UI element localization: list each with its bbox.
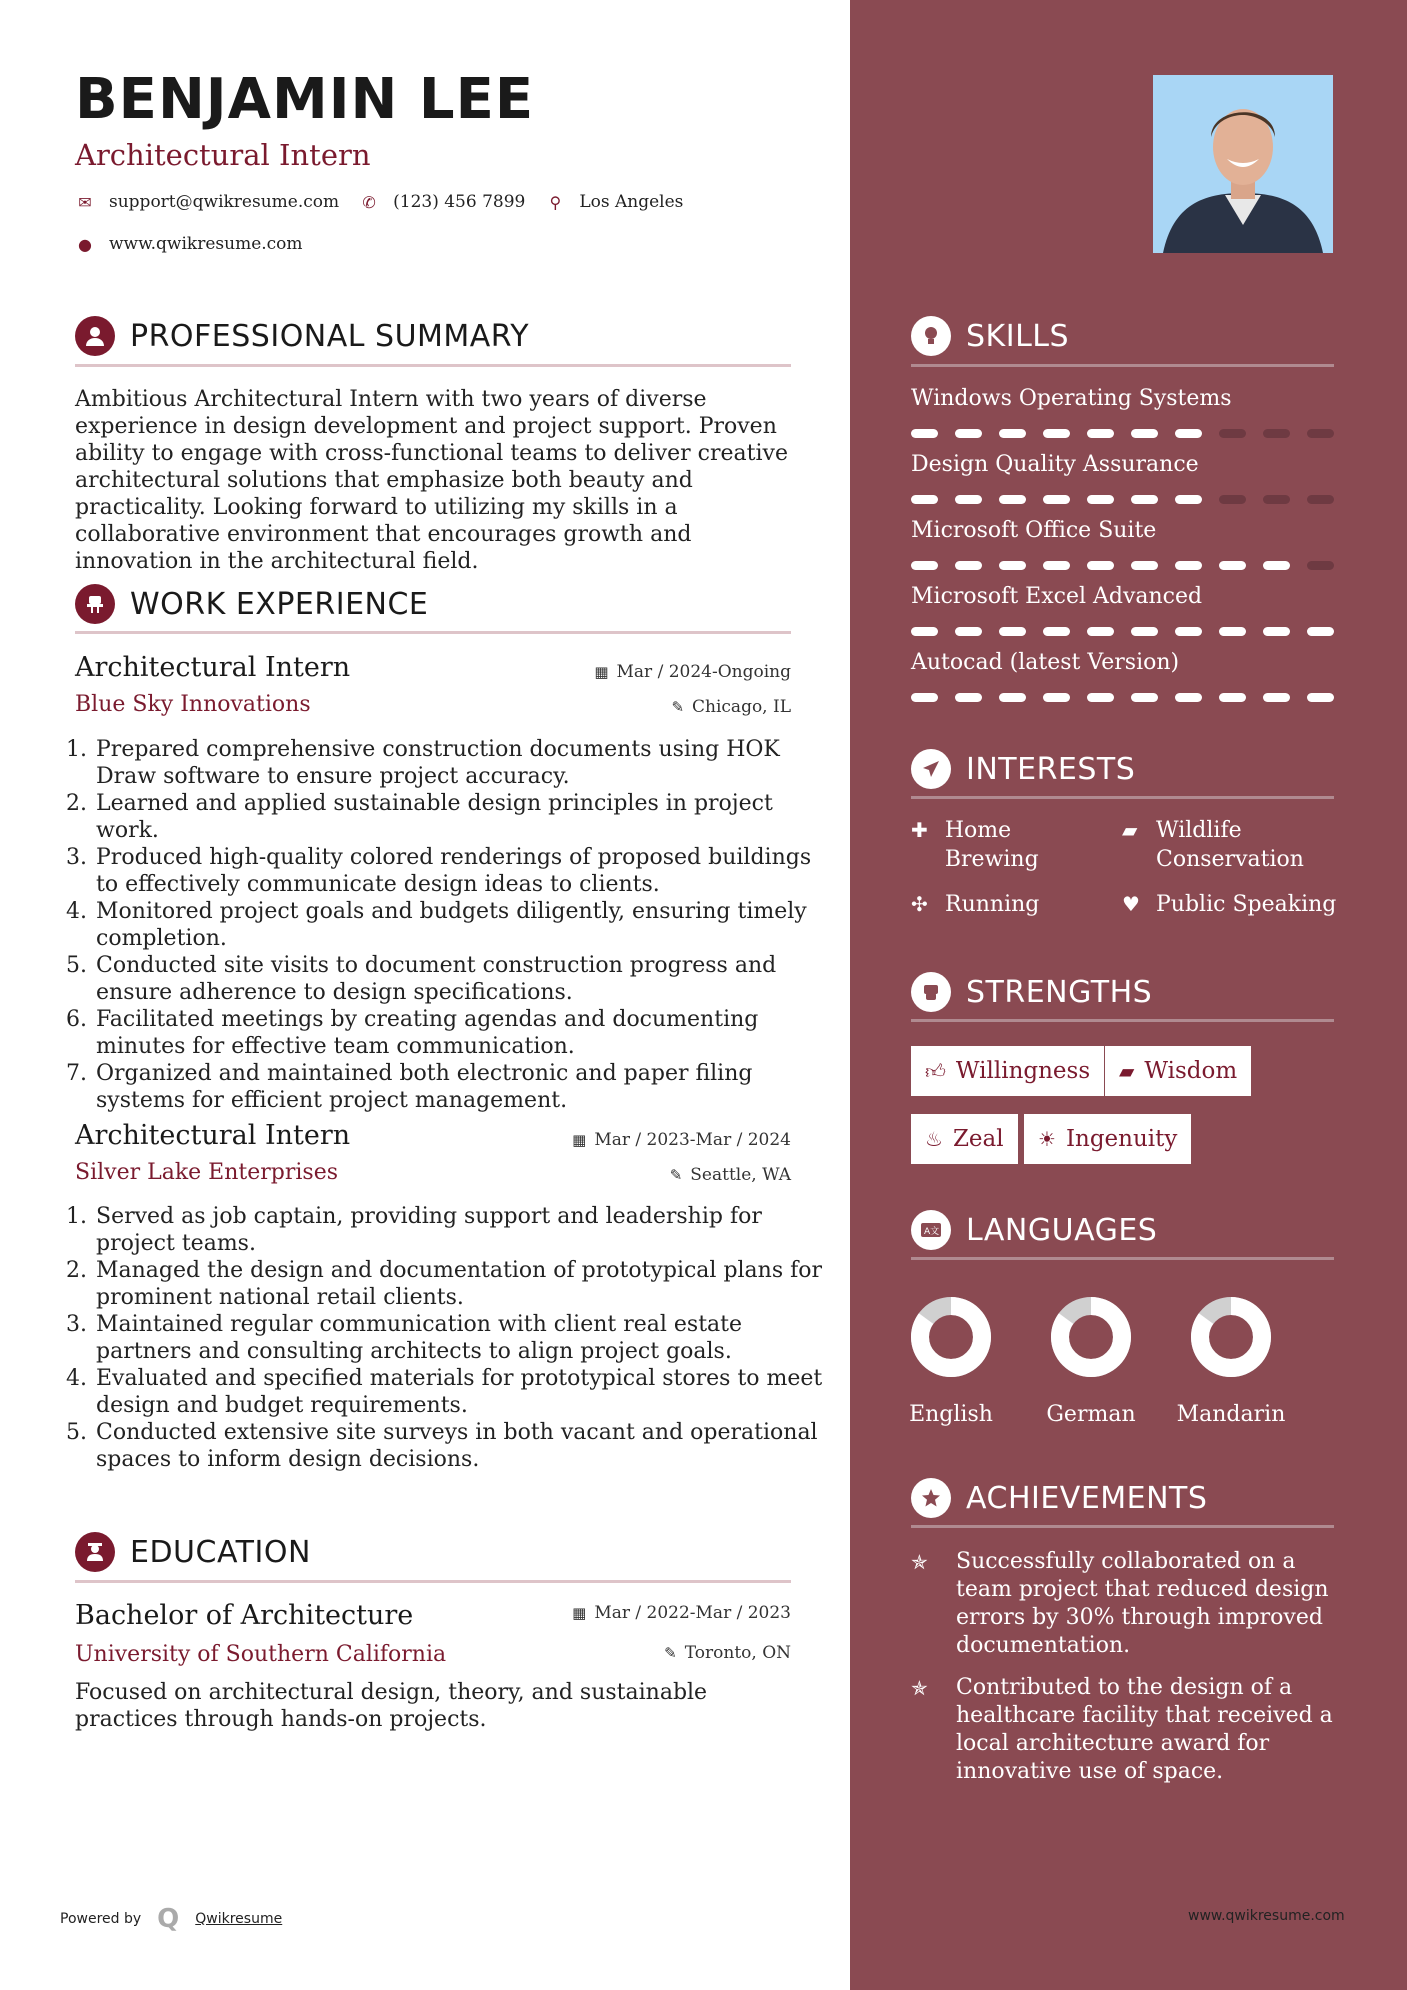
skill-level-dash xyxy=(911,561,938,570)
lightbulb-icon xyxy=(911,316,951,356)
skill-level-bar xyxy=(911,495,1334,504)
skill-level-bar xyxy=(911,429,1334,438)
skill-level-dash xyxy=(1263,561,1290,570)
pin-icon: ✎ xyxy=(669,1166,683,1184)
calendar-icon: ▦ xyxy=(594,663,609,681)
skill-level-dash xyxy=(1307,561,1334,570)
experience-heading-text: WORK EXPERIENCE xyxy=(130,586,429,622)
language-level-donut xyxy=(1048,1294,1134,1380)
achievements-heading xyxy=(911,1478,1207,1518)
graduation-icon xyxy=(75,1532,115,1572)
skill-level-dash xyxy=(911,495,938,504)
languages-rule xyxy=(911,1257,1334,1260)
skill-label: Microsoft Office Suite xyxy=(911,518,1157,543)
map-pin-icon: ⚲ xyxy=(549,192,562,212)
achievements-rule xyxy=(911,1525,1334,1528)
achievements-heading-text: ACHIEVEMENTS xyxy=(966,1480,1208,1516)
education-rule xyxy=(75,1580,791,1583)
contact-location xyxy=(545,192,683,212)
skill-level-dash xyxy=(1175,495,1202,504)
list-item: 6. Facilitated meetings by creating agendas and documenting minutes for effective team communication. xyxy=(94,1006,824,1060)
contact-email[interactable] xyxy=(75,192,339,212)
paper-plane-icon xyxy=(911,749,951,789)
skill-level-dash xyxy=(1131,627,1158,636)
candidate-title: Architectural Intern xyxy=(75,138,371,172)
strength-label: Wisdom xyxy=(1144,1058,1238,1084)
skill-level-dash xyxy=(999,561,1026,570)
education-heading xyxy=(75,1532,311,1572)
achievement-text: Contributed to the design of a healthcare facility that received a local architecture award for innovative use of space. xyxy=(956,1675,1333,1784)
interest-item xyxy=(911,816,1111,874)
skills-rule xyxy=(911,364,1334,367)
list-item: 1. Prepared comprehensive construction documents using HOK Draw software to ensure project accuracy. xyxy=(94,736,824,790)
skill-level-dash xyxy=(911,627,938,636)
skill-level-dash xyxy=(1131,561,1158,570)
education-dates-text: Mar / 2022-Mar / 2023 xyxy=(594,1603,791,1623)
contact-website[interactable] xyxy=(75,234,303,254)
interest-label: Public Speaking xyxy=(1156,892,1337,917)
book-icon: ▰ xyxy=(1122,818,1138,842)
candidate-name: BENJAMIN LEE xyxy=(75,67,535,132)
strengths-heading-text: STRENGTHS xyxy=(966,974,1153,1010)
skill-level-dash xyxy=(1219,693,1246,702)
achievement-text: Successfully collaborated on a team project that reduced design errors by 30% through improved documentation. xyxy=(956,1549,1329,1658)
strength-tag xyxy=(911,1046,1104,1096)
language-item xyxy=(886,1294,1016,1427)
job-2-dates-text: Mar / 2023-Mar / 2024 xyxy=(594,1130,791,1150)
skill-level-dash xyxy=(1087,627,1114,636)
skill-level-dash xyxy=(1131,429,1158,438)
puzzle-icon: ✚ xyxy=(911,818,928,842)
skill-level-dash xyxy=(1263,627,1290,636)
skill-level-dash xyxy=(955,429,982,438)
education-description: Focused on architectural design, theory, and sustainable practices through hands-on projects. xyxy=(75,1680,708,1732)
qwikresume-logo-icon: Q xyxy=(157,1904,180,1934)
language-icon xyxy=(911,1210,951,1250)
achievement-item xyxy=(911,1674,1341,1786)
list-item: 5. Conducted site visits to document construction progress and ensure adherence to design specifications. xyxy=(94,952,824,1006)
skill-label: Microsoft Excel Advanced xyxy=(911,584,1203,609)
interests-heading xyxy=(911,749,1135,789)
skill-level-dash xyxy=(1263,693,1290,702)
skill-label: Windows Operating Systems xyxy=(911,386,1232,411)
pin-icon: ✎ xyxy=(671,698,685,716)
skills-heading xyxy=(911,316,1069,356)
summary-heading-text: PROFESSIONAL SUMMARY xyxy=(130,318,530,354)
skill-level-dash xyxy=(1175,693,1202,702)
contact-row-2 xyxy=(75,234,323,254)
interests-rule xyxy=(911,796,1334,799)
interest-item xyxy=(1122,816,1322,874)
job-2-location xyxy=(670,1165,791,1185)
svg-text:A文: A文 xyxy=(924,1227,940,1237)
education-school: University of Southern California xyxy=(75,1642,447,1667)
calendar-icon: ▦ xyxy=(572,1604,587,1622)
skill-level-dash xyxy=(1219,561,1246,570)
envelope-icon: ✉ xyxy=(78,192,92,212)
list-item: 4. Evaluated and specified materials for prototypical stores to meet design and budget requirements. xyxy=(94,1365,824,1419)
strength-label: Zeal xyxy=(952,1126,1004,1152)
contact-row xyxy=(75,192,703,212)
interest-label: Home Brewing xyxy=(944,818,1039,872)
skill-level-dash xyxy=(1219,429,1246,438)
languages-heading-text: LANGUAGES xyxy=(966,1212,1158,1248)
lightbulb-icon: ☀ xyxy=(1038,1127,1056,1151)
list-item: 7. Organized and maintained both electronic and paper filing systems for efficient project management. xyxy=(94,1060,824,1114)
experience-rule xyxy=(75,631,791,634)
skill-level-dash xyxy=(1087,693,1114,702)
list-item: 5. Conducted extensive site surveys in both vacant and operational spaces to inform design decisions. xyxy=(94,1419,824,1473)
interest-item xyxy=(1122,890,1342,919)
paw-icon: ✣ xyxy=(911,892,928,916)
phone-icon: ✆ xyxy=(362,192,376,212)
skill-level-dash xyxy=(1307,693,1334,702)
star-icon: ✯ xyxy=(911,1550,928,1574)
languages-heading xyxy=(911,1210,1157,1250)
star-icon: ✯ xyxy=(911,1676,928,1700)
skill-level-dash xyxy=(1263,429,1290,438)
skill-level-dash xyxy=(999,627,1026,636)
strength-label: Willingness xyxy=(955,1058,1091,1084)
fist-icon xyxy=(911,972,951,1012)
email-text: support@qwikresume.com xyxy=(109,192,340,212)
skill-item xyxy=(911,386,1334,438)
skill-level-dash xyxy=(1087,429,1114,438)
skill-level-dash xyxy=(1307,627,1334,636)
skill-label: Autocad (latest Version) xyxy=(911,650,1180,675)
powered-by-text: Powered by xyxy=(60,1911,142,1927)
contact-phone[interactable] xyxy=(359,192,525,212)
skill-level-bar xyxy=(911,693,1334,702)
list-item: 2. Managed the design and documentation of prototypical plans for prominent national retail clients. xyxy=(94,1257,824,1311)
skill-level-bar xyxy=(911,627,1334,636)
skill-level-dash xyxy=(955,495,982,504)
brand-link[interactable]: Qwikresume xyxy=(195,1911,283,1927)
language-label: Mandarin xyxy=(1176,1402,1286,1427)
education-location-text: Toronto, ON xyxy=(684,1643,791,1663)
skill-level-bar xyxy=(911,561,1334,570)
language-item xyxy=(1026,1294,1156,1427)
skill-item xyxy=(911,452,1334,504)
experience-heading xyxy=(75,584,428,624)
job-1-location-text: Chicago, IL xyxy=(692,697,791,717)
education-heading-text: EDUCATION xyxy=(130,1534,311,1570)
language-level-donut xyxy=(1188,1294,1274,1380)
list-item: 3. Maintained regular communication with client real estate partners and consulting architects to align project goals. xyxy=(94,1311,824,1365)
strength-tag xyxy=(1105,1046,1251,1096)
summary-text: Ambitious Architectural Intern with two years of diverse experience in design development and project support. Proven ability to engage with cross-functional teams to deliver creative architectural solutions that emphasize both beauty and practicality. Looking forward to utilizing my skills in a collaborative environment that encourages growth and innovation in the architectural field. xyxy=(75,387,788,574)
skill-level-dash xyxy=(911,693,938,702)
skill-level-dash xyxy=(1219,627,1246,636)
skill-level-dash xyxy=(999,495,1026,504)
footer-site[interactable]: www.qwikresume.com xyxy=(1188,1908,1345,1924)
job-2-location-text: Seattle, WA xyxy=(690,1165,791,1185)
job-1-dates-text: Mar / 2024-Ongoing xyxy=(616,662,791,682)
interest-label: Running xyxy=(945,892,1040,917)
skill-item xyxy=(911,584,1334,636)
list-item: 4. Monitored project goals and budgets diligently, ensuring timely completion. xyxy=(94,898,824,952)
skill-level-dash xyxy=(1087,495,1114,504)
summary-heading xyxy=(75,316,529,356)
sidebar xyxy=(850,0,1407,1990)
skill-level-dash xyxy=(1175,561,1202,570)
skill-level-dash xyxy=(955,561,982,570)
skill-level-dash xyxy=(1263,495,1290,504)
skill-level-dash xyxy=(999,429,1026,438)
list-item: 1. Served as job captain, providing support and leadership for project teams. xyxy=(94,1203,824,1257)
strengths-rule xyxy=(911,1019,1334,1022)
interests-heading-text: INTERESTS xyxy=(966,751,1136,787)
strength-label: Ingenuity xyxy=(1065,1126,1178,1152)
job-2-bullets xyxy=(70,1203,824,1473)
job-2-dates xyxy=(572,1130,791,1150)
skill-level-dash xyxy=(1043,627,1070,636)
globe-icon: ● xyxy=(78,234,92,254)
achievement-item xyxy=(911,1548,1341,1660)
footer-powered xyxy=(60,1904,282,1934)
skills-heading-text: SKILLS xyxy=(966,318,1070,354)
phone-text: (123) 456 7899 xyxy=(393,192,526,212)
education-location xyxy=(664,1643,791,1663)
strength-tag xyxy=(911,1114,1018,1164)
skill-level-dash xyxy=(911,429,938,438)
skill-level-dash xyxy=(1307,495,1334,504)
summary-rule xyxy=(75,364,791,367)
job-2-title: Architectural Intern xyxy=(75,1120,351,1151)
skill-level-dash xyxy=(1175,429,1202,438)
skill-item xyxy=(911,650,1334,702)
strengths-heading xyxy=(911,972,1152,1012)
job-2-company: Silver Lake Enterprises xyxy=(75,1160,339,1185)
heartbeat-icon: ♥ xyxy=(1122,892,1140,916)
website-text: www.qwikresume.com xyxy=(109,234,303,254)
education-degree: Bachelor of Architecture xyxy=(75,1600,414,1631)
skill-level-dash xyxy=(1043,429,1070,438)
pin-icon: ✎ xyxy=(664,1644,677,1662)
language-level-donut xyxy=(908,1294,994,1380)
skill-level-dash xyxy=(1043,693,1070,702)
location-text: Los Angeles xyxy=(579,192,684,212)
skill-level-dash xyxy=(1043,495,1070,504)
strength-tag xyxy=(1024,1114,1191,1164)
list-item: 2. Learned and applied sustainable design principles in project work. xyxy=(94,790,824,844)
fire-icon: ♨ xyxy=(925,1127,943,1151)
star-icon xyxy=(911,1478,951,1518)
skill-level-dash xyxy=(1087,561,1114,570)
profile-photo xyxy=(1153,75,1333,253)
skill-level-dash xyxy=(1219,495,1246,504)
list-item: 3. Produced high-quality colored renderings of proposed buildings to effectively communicate design ideas to clients. xyxy=(94,844,824,898)
education-dates xyxy=(572,1603,791,1623)
job-1-dates xyxy=(594,662,791,682)
skill-item xyxy=(911,518,1334,570)
interest-label: Wildlife Conservation xyxy=(1156,818,1304,872)
skill-level-dash xyxy=(1175,627,1202,636)
skill-level-dash xyxy=(955,627,982,636)
skill-level-dash xyxy=(1131,495,1158,504)
user-icon xyxy=(75,316,115,356)
book-icon: ▰ xyxy=(1119,1059,1135,1083)
interest-item xyxy=(911,890,1111,919)
job-1-company: Blue Sky Innovations xyxy=(75,692,311,717)
skill-label: Design Quality Assurance xyxy=(911,452,1199,477)
skill-level-dash xyxy=(1131,693,1158,702)
job-1-bullets xyxy=(70,736,824,1114)
language-label: English xyxy=(909,1402,993,1427)
job-1-title: Architectural Intern xyxy=(75,652,351,683)
skill-level-dash xyxy=(1043,561,1070,570)
language-label: German xyxy=(1046,1402,1136,1427)
calendar-icon: ▦ xyxy=(572,1131,587,1149)
skill-level-dash xyxy=(1307,429,1334,438)
language-item xyxy=(1166,1294,1296,1427)
skill-level-dash xyxy=(999,693,1026,702)
thumbs-up-icon: 👍︎ xyxy=(925,1058,946,1083)
briefcase-icon xyxy=(75,584,115,624)
skill-level-dash xyxy=(955,693,982,702)
job-1-location xyxy=(671,697,791,717)
